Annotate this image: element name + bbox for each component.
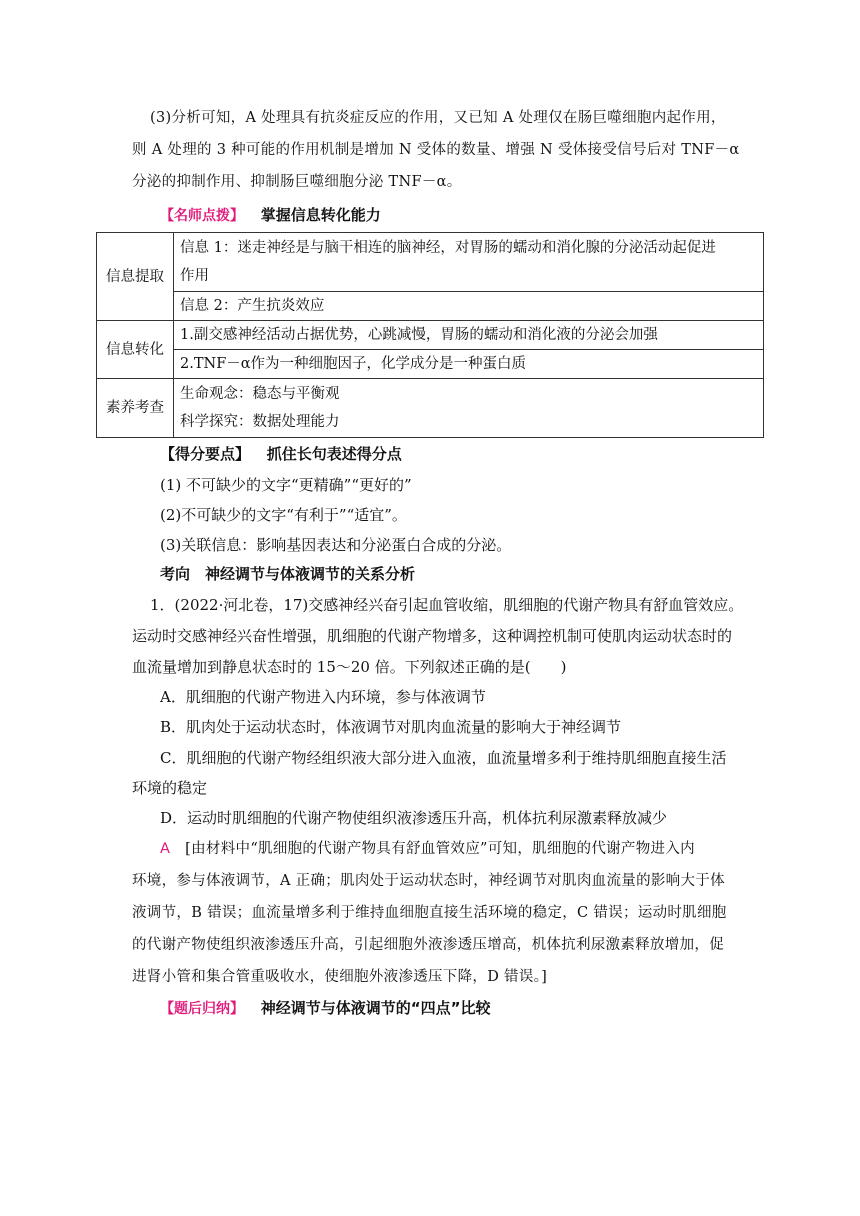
answer-line-2: 环境，参与体液调节，A 正确；肌肉处于运动状态时，神经调节对肌肉血流量的影响大于体 (132, 873, 725, 889)
summary-tag: 【题后归纳】 (160, 1001, 244, 1017)
cell-line: 科学探究：数据处理能力 (180, 414, 340, 430)
cell-line: 生命观念：稳态与平衡观 (180, 386, 340, 402)
option-d: D．运动时肌细胞的代谢产物使组织液渗透压升高，机体抗利尿激素释放减少 (160, 809, 668, 827)
option-c-line-2: 环境的稳定 (132, 779, 208, 797)
question-stem-line-1: 1．(2022·河北卷，17)交感神经兴奋引起血管收缩，肌细胞的代谢产物具有舒血管效应。 (150, 596, 744, 614)
score-points-heading (160, 444, 402, 464)
option-a: A．肌细胞的代谢产物进入内环境，参与体液调节 (160, 688, 486, 706)
cell-line: 2.TNF－α作为一种细胞因子，化学成分是一种蛋白质 (180, 356, 527, 372)
table-cell (174, 292, 764, 321)
teacher-tip-title: 掌握信息转化能力 (260, 206, 381, 224)
summary-heading (160, 998, 491, 1019)
table-cell (174, 321, 764, 350)
score-point-item: (2)不可缺少的文字“有利于”“适宜”。 (160, 506, 407, 524)
table-row (97, 379, 764, 438)
table-row (97, 321, 764, 350)
answer-line-1 (160, 839, 695, 859)
table-cell (174, 379, 764, 438)
answer-line-3: 液调节，B 错误；血流量增多利于维持血细胞直接生活环境的稳定，C 错误；运动时肌细胞 (132, 905, 727, 921)
teacher-tip-heading (160, 205, 381, 226)
answer-line-5: 进肾小管和集合管重吸收水，使细胞外液渗透压下降，D 错误。] (132, 969, 548, 985)
analysis-line-1: (3)分析可知，A 处理具有抗炎症反应的作用，又已知 A 处理仅在肠巨噬细胞内起作用， (150, 110, 726, 126)
info-table (96, 232, 764, 438)
option-c-line-1: C．肌细胞的代谢产物经组织液大部分进入血液，血流量增多利于维持肌细胞直接生活 (160, 749, 727, 767)
score-points-title: 抓住长句表述得分点 (266, 445, 402, 463)
answer-text: [由材料中“肌细胞的代谢产物具有舒血管效应”可知，肌细胞的代谢产物进入内 (185, 841, 695, 857)
score-points-tag: 【得分要点】 (160, 445, 251, 463)
option-b: B．肌肉处于运动状态时，体液调节对肌肉血流量的影响大于神经调节 (160, 718, 622, 736)
analysis-line-2: 则 A 处理的 3 种可能的作用机制是增加 N 受体的数量、增强 N 受体接受信号后对 TNF－α (132, 142, 740, 158)
cell-line: 作用 (180, 268, 209, 284)
section-title: 考向 神经调节与体液调节的关系分析 (160, 565, 416, 583)
score-point-item: (1) 不可缺少的文字“更精确”“更好的” (160, 476, 412, 494)
table-row (97, 233, 764, 292)
cell-line: 1.副交感神经活动占据优势，心跳减慢，胃肠的蠕动和消化液的分泌会加强 (180, 327, 658, 343)
cell-line: 信息 2：产生抗炎效应 (180, 298, 325, 314)
question-stem-line-2: 运动时交感神经兴奋性增强，肌细胞的代谢产物增多，这种调控机制可使肌肉运动状态时的 (132, 627, 733, 645)
row-header-literacy: 素养考查 (97, 379, 174, 438)
table-row (97, 350, 764, 379)
answer-letter: A (160, 841, 171, 857)
answer-line-4: 的代谢产物使组织液渗透压升高，引起细胞外液渗透压增高，机体抗利尿激素释放增加，促 (132, 937, 724, 953)
row-header-transform: 信息转化 (97, 321, 174, 379)
analysis-line-3: 分泌的抑制作用、抑制肠巨噬细胞分泌 TNF－α。 (132, 174, 462, 190)
table-row (97, 292, 764, 321)
table-cell (174, 350, 764, 379)
cell-line: 信息 1：迷走神经是与脑干相连的脑神经，对胃肠的蠕动和消化腺的分泌活动起促进 (180, 240, 716, 256)
question-stem-line-3: 血流量增加到静息状态时的 15～20 倍。下列叙述正确的是( ) (132, 658, 567, 676)
table-cell (174, 233, 764, 292)
summary-title: 神经调节与体液调节的“四点”比较 (260, 999, 491, 1017)
row-header-extract: 信息提取 (97, 233, 174, 321)
score-point-item: (3)关联信息：影响基因表达和分泌蛋白合成的分泌。 (160, 536, 512, 554)
teacher-tip-tag: 【名师点拨】 (160, 208, 244, 224)
